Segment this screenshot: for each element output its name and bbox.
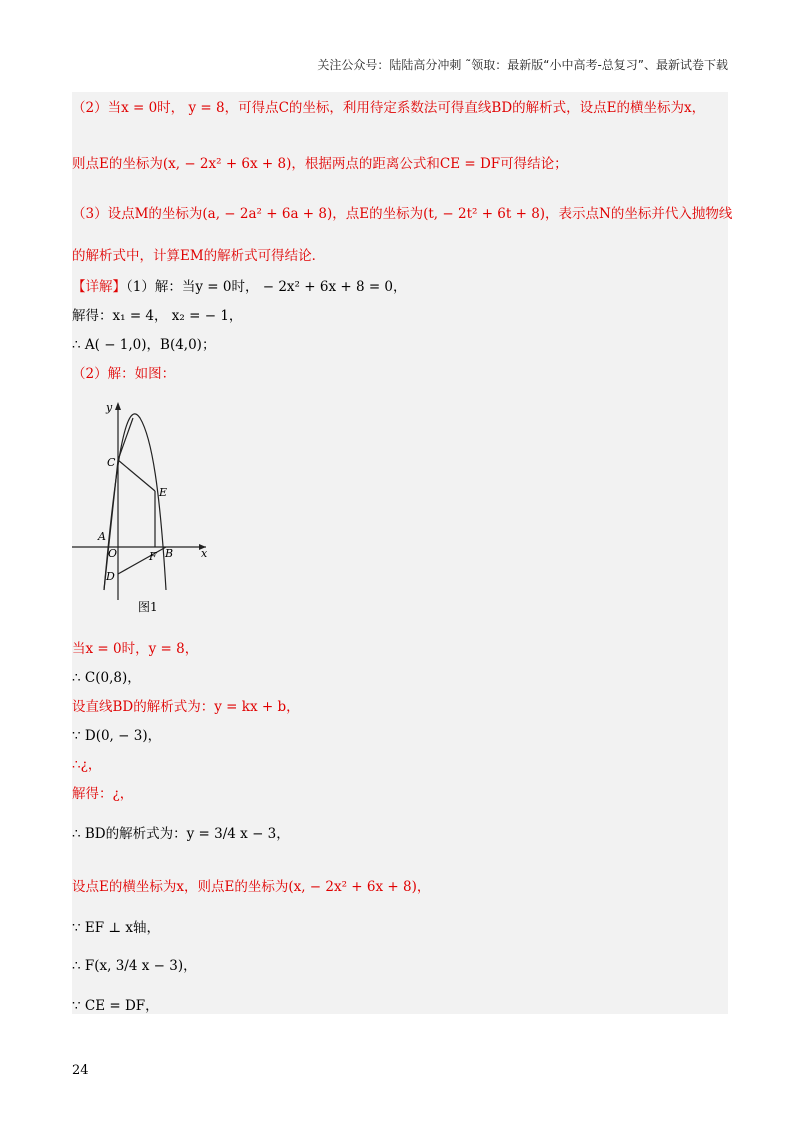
text-line: 解得：¿， [72, 786, 134, 802]
text-line: ∴ C(0,8)， [72, 670, 141, 686]
page-header: 关注公众号：陆陆高分冲刺 ˜领取：最新版“小中高考-总复习”、最新试卷下载 [317, 58, 728, 72]
label-o: O [108, 547, 118, 560]
segment-ce [118, 460, 155, 491]
segment-db [118, 547, 166, 574]
text-line: （3）设点M的坐标为(a, − 2a² + 6a + 8)，点E的坐标为(t, − 2t² + 6t + 8)，表示点N的坐标并代入抛物线 [72, 206, 733, 222]
label-b: B [165, 547, 174, 560]
text-line: 设直线BD的解析式为：y = kx + b， [72, 699, 300, 715]
text-line: （2）当x = 0时， y = 8，可得点C的坐标，利用待定系数法可得直线BD的解析式，设点E的横坐标为x， [72, 100, 706, 116]
text-line: 则点E的坐标为(x, − 2x² + 6x + 8)，根据两点的距离公式和CE = DF可得结论； [72, 156, 568, 172]
text-line: ∴ F(x, 3/4 x − 3)， [72, 958, 197, 974]
label-e: E [159, 486, 168, 499]
y-axis-arrow [115, 402, 121, 410]
text-line: 的解析式中，计算EM的解析式可得结论． [72, 248, 326, 264]
parabola-figure [72, 395, 232, 620]
text-line: ∵ EF ⊥ x轴， [72, 920, 160, 936]
text-line: 解得：x₁ = 4， x₂ = − 1， [72, 308, 243, 324]
text-line [72, 275, 407, 295]
text-line: ∴ BD的解析式为：y = 3/4 x − 3， [72, 826, 290, 842]
label-x: x [201, 547, 208, 560]
label-f: F [149, 550, 157, 563]
label-c: C [107, 456, 116, 469]
text-line: 设点E的横坐标为x，则点E的坐标为(x, − 2x² + 6x + 8)， [72, 879, 431, 895]
text-line: 当x = 0时，y = 8， [72, 641, 199, 657]
text-line: ∴ A( − 1,0)，B(4,0)； [72, 337, 216, 353]
label-d: D [106, 570, 115, 583]
text-line: （2）解：如图： [72, 366, 176, 382]
segment-c-peak [118, 418, 133, 460]
label-a: A [98, 530, 106, 543]
figure-caption: 图1 [138, 600, 158, 614]
page-number: 24 [72, 1063, 89, 1078]
label-y: y [106, 401, 113, 414]
text-line: ∵ D(0, − 3)， [72, 728, 162, 744]
detail-text: （1）解：当y = 0时， − 2x² + 6x + 8 = 0， [126, 279, 407, 295]
detail-tag: 【详解】 [72, 279, 126, 295]
solution-panel [72, 92, 733, 1014]
text-line: ∴¿， [72, 757, 102, 773]
text-line: ∵ CE = DF， [72, 998, 159, 1014]
